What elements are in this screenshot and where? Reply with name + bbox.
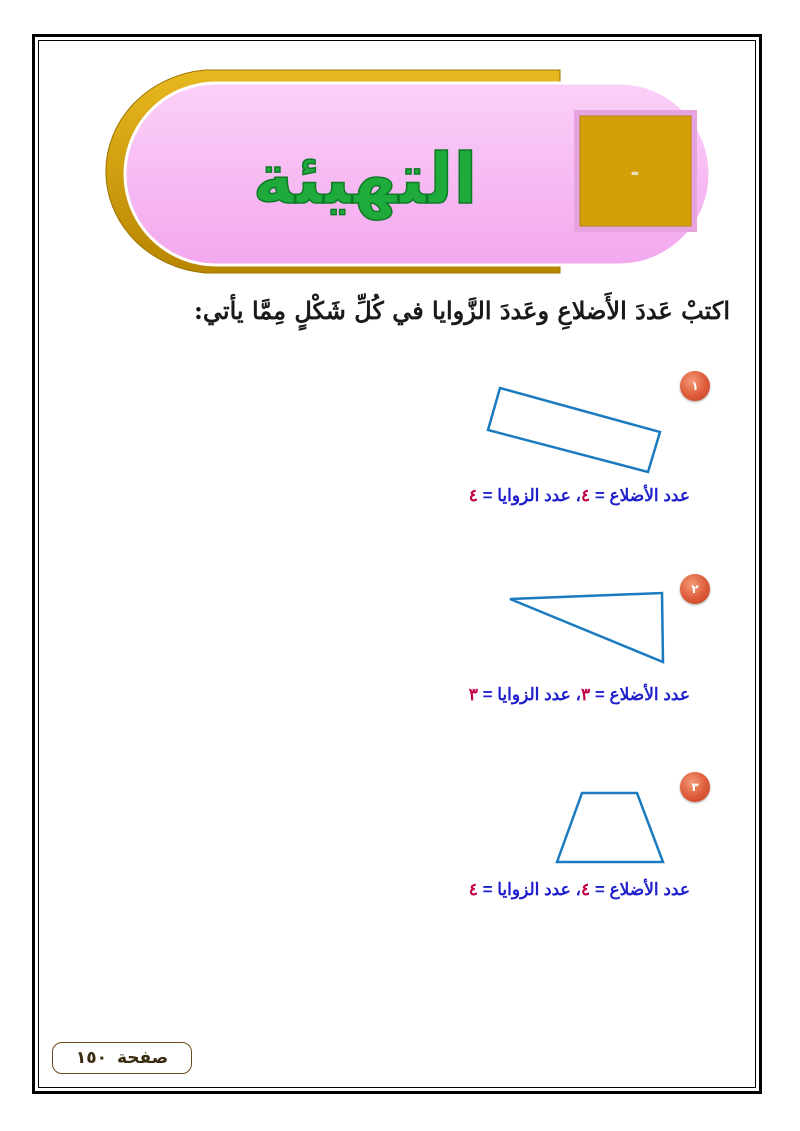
page-number: ١٥٠ [75, 1048, 107, 1068]
item-2-number-badge: ٢ [680, 574, 710, 604]
item-3-answer: عدد الأضلاع = ٤، عدد الزوايا = ٤ [468, 880, 690, 899]
instruction-text: اكتبْ عَددَ الأَضلاعِ وعَددَ الزَّوايا في كُلِّ شَكْلٍ مِمَّا يأتي: [194, 296, 730, 325]
item-1-rectangle-shape [480, 380, 670, 480]
banner-square-mark: - [630, 161, 640, 186]
item-1-answer: عدد الأضلاع = ٤، عدد الزوايا = ٤ [468, 486, 690, 505]
banner-title: التهيئة [252, 138, 478, 220]
item-3-trapezoid-shape [550, 785, 670, 867]
item-1-number-badge: ١ [680, 371, 710, 401]
lesson-banner [95, 65, 715, 280]
item-2-triangle-shape [500, 585, 675, 670]
page-label: صفحة [116, 1048, 169, 1068]
page-number-box [52, 1042, 192, 1074]
item-2-answer: عدد الأضلاع = ٣، عدد الزوايا = ٣ [468, 685, 690, 704]
item-3-number-badge: ٣ [680, 772, 710, 802]
